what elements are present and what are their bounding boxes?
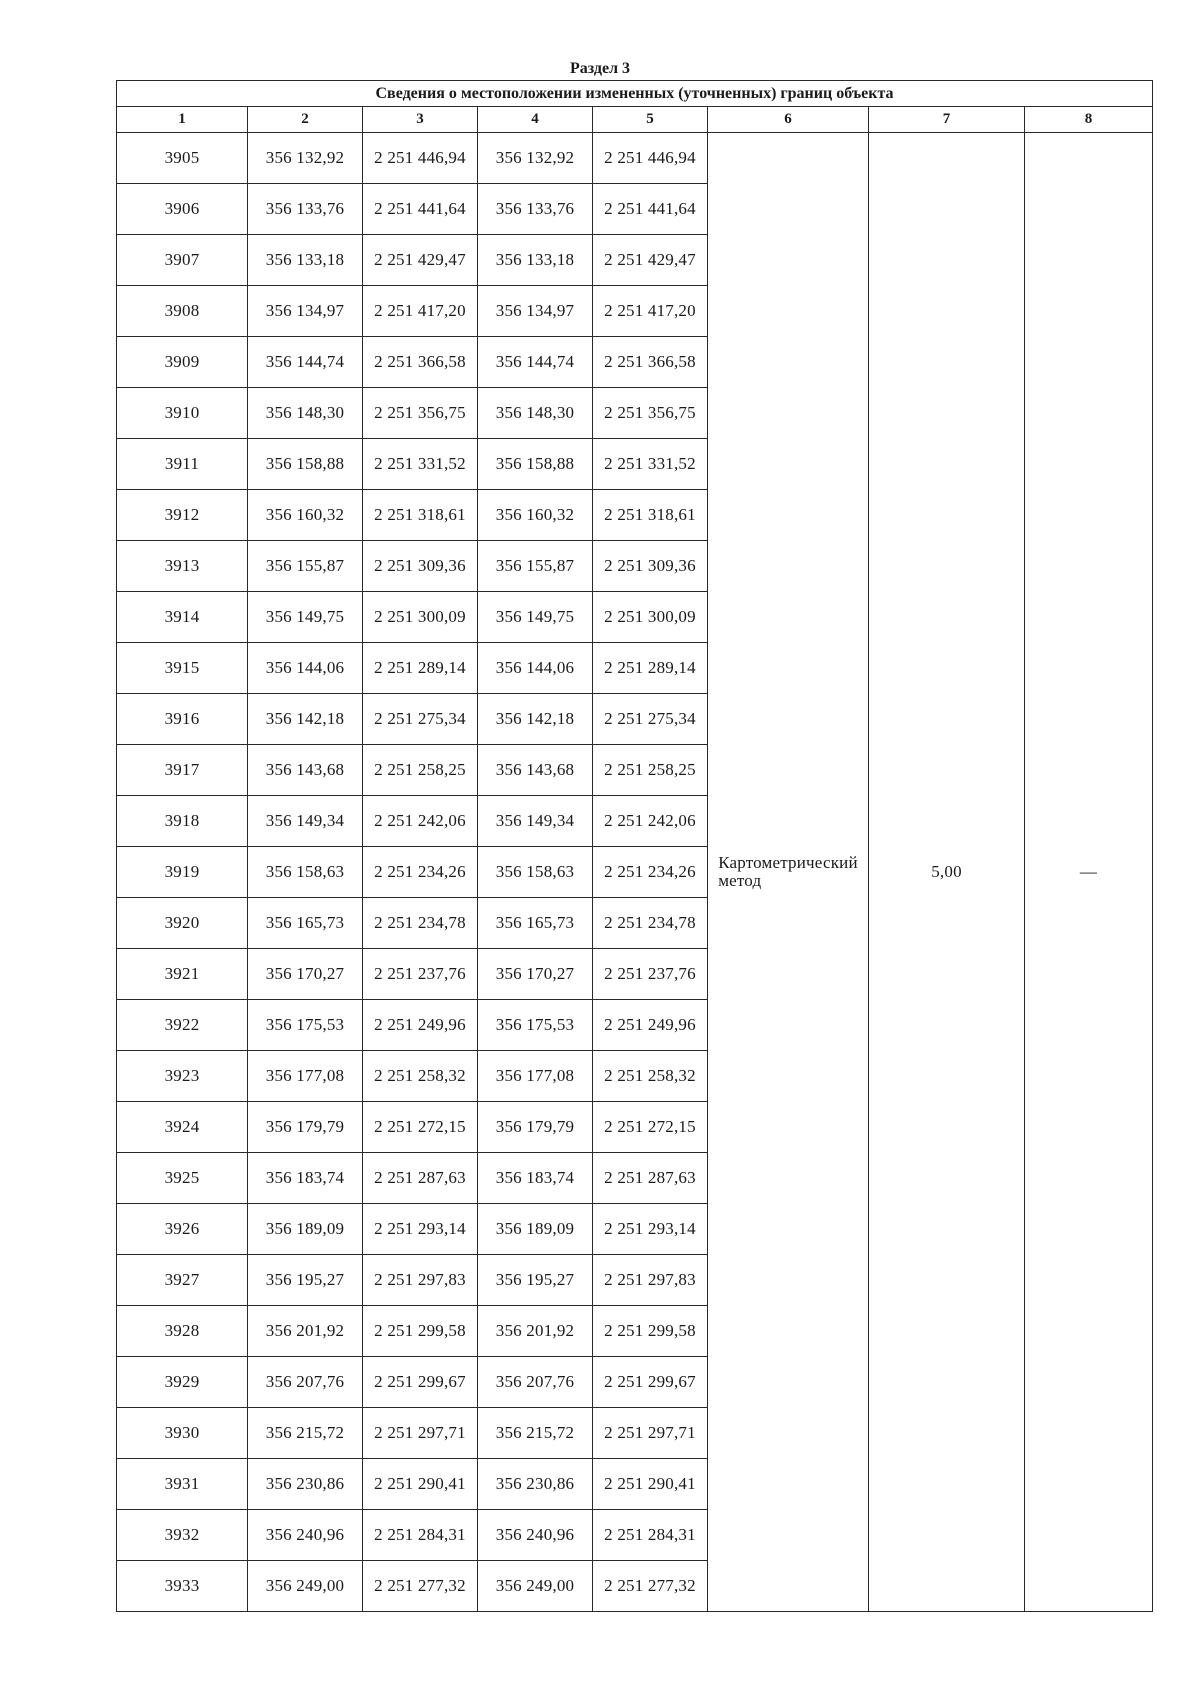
x-refined-coordinate-cell: 356 148,30 [478,388,593,439]
x-coordinate-cell: 356 165,73 [248,898,363,949]
x-refined-coordinate-cell: 356 155,87 [478,541,593,592]
x-refined-coordinate-cell: 356 175,53 [478,1000,593,1051]
column-header: 2 [248,107,363,133]
y-refined-coordinate-cell: 2 251 417,20 [593,286,708,337]
x-refined-coordinate-cell: 356 158,63 [478,847,593,898]
y-refined-coordinate-cell: 2 251 242,06 [593,796,708,847]
y-coordinate-cell: 2 251 366,58 [363,337,478,388]
point-number-cell: 3920 [117,898,248,949]
method-text: Картометрический метод [718,853,858,890]
accuracy-cell: 5,00 [869,133,1025,1612]
y-coordinate-cell: 2 251 289,14 [363,643,478,694]
y-coordinate-cell: 2 251 297,71 [363,1408,478,1459]
y-coordinate-cell: 2 251 331,52 [363,439,478,490]
y-refined-coordinate-cell: 2 251 249,96 [593,1000,708,1051]
column-8-cell: — [1025,133,1153,1612]
point-number-cell: 3929 [117,1357,248,1408]
x-refined-coordinate-cell: 356 144,74 [478,337,593,388]
x-coordinate-cell: 356 148,30 [248,388,363,439]
y-coordinate-cell: 2 251 299,67 [363,1357,478,1408]
y-refined-coordinate-cell: 2 251 258,32 [593,1051,708,1102]
point-number-cell: 3918 [117,796,248,847]
y-coordinate-cell: 2 251 441,64 [363,184,478,235]
y-refined-coordinate-cell: 2 251 331,52 [593,439,708,490]
column-header: 3 [363,107,478,133]
y-coordinate-cell: 2 251 356,75 [363,388,478,439]
x-coordinate-cell: 356 183,74 [248,1153,363,1204]
point-number-cell: 3931 [117,1459,248,1510]
y-coordinate-cell: 2 251 249,96 [363,1000,478,1051]
x-refined-coordinate-cell: 356 165,73 [478,898,593,949]
table-caption: Сведения о местоположении измененных (уточненных) границ объекта [117,81,1153,107]
y-refined-coordinate-cell: 2 251 366,58 [593,337,708,388]
x-refined-coordinate-cell: 356 158,88 [478,439,593,490]
point-number-cell: 3928 [117,1306,248,1357]
y-refined-coordinate-cell: 2 251 441,64 [593,184,708,235]
y-refined-coordinate-cell: 2 251 284,31 [593,1510,708,1561]
point-number-cell: 3921 [117,949,248,1000]
x-refined-coordinate-cell: 356 207,76 [478,1357,593,1408]
x-coordinate-cell: 356 160,32 [248,490,363,541]
point-number-cell: 3906 [117,184,248,235]
x-coordinate-cell: 356 179,79 [248,1102,363,1153]
x-refined-coordinate-cell: 356 249,00 [478,1561,593,1612]
point-number-cell: 3915 [117,643,248,694]
x-coordinate-cell: 356 134,97 [248,286,363,337]
y-coordinate-cell: 2 251 272,15 [363,1102,478,1153]
boundary-coordinates-table [116,80,1153,1612]
y-coordinate-cell: 2 251 318,61 [363,490,478,541]
y-coordinate-cell: 2 251 300,09 [363,592,478,643]
x-refined-coordinate-cell: 356 215,72 [478,1408,593,1459]
point-number-cell: 3932 [117,1510,248,1561]
point-number-cell: 3913 [117,541,248,592]
x-coordinate-cell: 356 133,18 [248,235,363,286]
x-coordinate-cell: 356 158,63 [248,847,363,898]
y-coordinate-cell: 2 251 258,25 [363,745,478,796]
y-coordinate-cell: 2 251 446,94 [363,133,478,184]
y-coordinate-cell: 2 251 237,76 [363,949,478,1000]
y-coordinate-cell: 2 251 429,47 [363,235,478,286]
x-refined-coordinate-cell: 356 133,18 [478,235,593,286]
y-coordinate-cell: 2 251 290,41 [363,1459,478,1510]
x-coordinate-cell: 356 189,09 [248,1204,363,1255]
column-header: 8 [1025,107,1153,133]
x-refined-coordinate-cell: 356 134,97 [478,286,593,337]
y-refined-coordinate-cell: 2 251 289,14 [593,643,708,694]
point-number-cell: 3923 [117,1051,248,1102]
y-refined-coordinate-cell: 2 251 287,63 [593,1153,708,1204]
table-row [117,133,1153,184]
y-coordinate-cell: 2 251 309,36 [363,541,478,592]
x-refined-coordinate-cell: 356 149,34 [478,796,593,847]
x-refined-coordinate-cell: 356 230,86 [478,1459,593,1510]
x-refined-coordinate-cell: 356 195,27 [478,1255,593,1306]
x-refined-coordinate-cell: 356 149,75 [478,592,593,643]
x-coordinate-cell: 356 142,18 [248,694,363,745]
y-coordinate-cell: 2 251 284,31 [363,1510,478,1561]
column-header: 4 [478,107,593,133]
point-number-cell: 3911 [117,439,248,490]
y-coordinate-cell: 2 251 275,34 [363,694,478,745]
x-coordinate-cell: 356 215,72 [248,1408,363,1459]
x-coordinate-cell: 356 230,86 [248,1459,363,1510]
point-number-cell: 3908 [117,286,248,337]
x-coordinate-cell: 356 132,92 [248,133,363,184]
x-coordinate-cell: 356 155,87 [248,541,363,592]
x-refined-coordinate-cell: 356 201,92 [478,1306,593,1357]
y-coordinate-cell: 2 251 277,32 [363,1561,478,1612]
point-number-cell: 3924 [117,1102,248,1153]
y-refined-coordinate-cell: 2 251 309,36 [593,541,708,592]
y-coordinate-cell: 2 251 258,32 [363,1051,478,1102]
y-refined-coordinate-cell: 2 251 429,47 [593,235,708,286]
y-coordinate-cell: 2 251 417,20 [363,286,478,337]
point-number-cell: 3909 [117,337,248,388]
y-refined-coordinate-cell: 2 251 277,32 [593,1561,708,1612]
y-coordinate-cell: 2 251 287,63 [363,1153,478,1204]
point-number-cell: 3914 [117,592,248,643]
x-coordinate-cell: 356 175,53 [248,1000,363,1051]
y-coordinate-cell: 2 251 242,06 [363,796,478,847]
y-refined-coordinate-cell: 2 251 297,83 [593,1255,708,1306]
column-header: 5 [593,107,708,133]
column-number-row [117,107,1153,133]
column-header: 7 [869,107,1025,133]
y-coordinate-cell: 2 251 293,14 [363,1204,478,1255]
x-coordinate-cell: 356 144,06 [248,643,363,694]
y-refined-coordinate-cell: 2 251 258,25 [593,745,708,796]
x-refined-coordinate-cell: 356 170,27 [478,949,593,1000]
point-number-cell: 3907 [117,235,248,286]
x-refined-coordinate-cell: 356 160,32 [478,490,593,541]
x-refined-coordinate-cell: 356 240,96 [478,1510,593,1561]
x-coordinate-cell: 356 177,08 [248,1051,363,1102]
y-coordinate-cell: 2 251 299,58 [363,1306,478,1357]
column-header: 1 [117,107,248,133]
x-coordinate-cell: 356 170,27 [248,949,363,1000]
point-number-cell: 3927 [117,1255,248,1306]
point-number-cell: 3905 [117,133,248,184]
y-coordinate-cell: 2 251 234,26 [363,847,478,898]
point-number-cell: 3917 [117,745,248,796]
y-coordinate-cell: 2 251 297,83 [363,1255,478,1306]
point-number-cell: 3916 [117,694,248,745]
x-coordinate-cell: 356 240,96 [248,1510,363,1561]
x-coordinate-cell: 356 149,75 [248,592,363,643]
y-refined-coordinate-cell: 2 251 446,94 [593,133,708,184]
x-coordinate-cell: 356 158,88 [248,439,363,490]
y-refined-coordinate-cell: 2 251 299,58 [593,1306,708,1357]
x-refined-coordinate-cell: 356 143,68 [478,745,593,796]
section-title: Раздел 3 [569,60,631,77]
method-cell [708,133,869,1612]
y-refined-coordinate-cell: 2 251 299,67 [593,1357,708,1408]
y-refined-coordinate-cell: 2 251 318,61 [593,490,708,541]
x-refined-coordinate-cell: 356 179,79 [478,1102,593,1153]
y-refined-coordinate-cell: 2 251 356,75 [593,388,708,439]
point-number-cell: 3922 [117,1000,248,1051]
y-refined-coordinate-cell: 2 251 272,15 [593,1102,708,1153]
x-coordinate-cell: 356 249,00 [248,1561,363,1612]
x-refined-coordinate-cell: 356 183,74 [478,1153,593,1204]
y-refined-coordinate-cell: 2 251 275,34 [593,694,708,745]
x-coordinate-cell: 356 149,34 [248,796,363,847]
x-coordinate-cell: 356 133,76 [248,184,363,235]
x-coordinate-cell: 356 143,68 [248,745,363,796]
y-refined-coordinate-cell: 2 251 237,76 [593,949,708,1000]
y-refined-coordinate-cell: 2 251 297,71 [593,1408,708,1459]
x-refined-coordinate-cell: 356 177,08 [478,1051,593,1102]
y-refined-coordinate-cell: 2 251 234,26 [593,847,708,898]
x-refined-coordinate-cell: 356 132,92 [478,133,593,184]
x-coordinate-cell: 356 207,76 [248,1357,363,1408]
y-coordinate-cell: 2 251 234,78 [363,898,478,949]
x-refined-coordinate-cell: 356 189,09 [478,1204,593,1255]
point-number-cell: 3926 [117,1204,248,1255]
x-refined-coordinate-cell: 356 144,06 [478,643,593,694]
x-coordinate-cell: 356 201,92 [248,1306,363,1357]
point-number-cell: 3910 [117,388,248,439]
point-number-cell: 3912 [117,490,248,541]
x-refined-coordinate-cell: 356 133,76 [478,184,593,235]
point-number-cell: 3925 [117,1153,248,1204]
point-number-cell: 3919 [117,847,248,898]
point-number-cell: 3930 [117,1408,248,1459]
y-refined-coordinate-cell: 2 251 293,14 [593,1204,708,1255]
x-coordinate-cell: 356 195,27 [248,1255,363,1306]
x-coordinate-cell: 356 144,74 [248,337,363,388]
y-refined-coordinate-cell: 2 251 234,78 [593,898,708,949]
x-refined-coordinate-cell: 356 142,18 [478,694,593,745]
point-number-cell: 3933 [117,1561,248,1612]
y-refined-coordinate-cell: 2 251 300,09 [593,592,708,643]
column-header: 6 [708,107,869,133]
y-refined-coordinate-cell: 2 251 290,41 [593,1459,708,1510]
